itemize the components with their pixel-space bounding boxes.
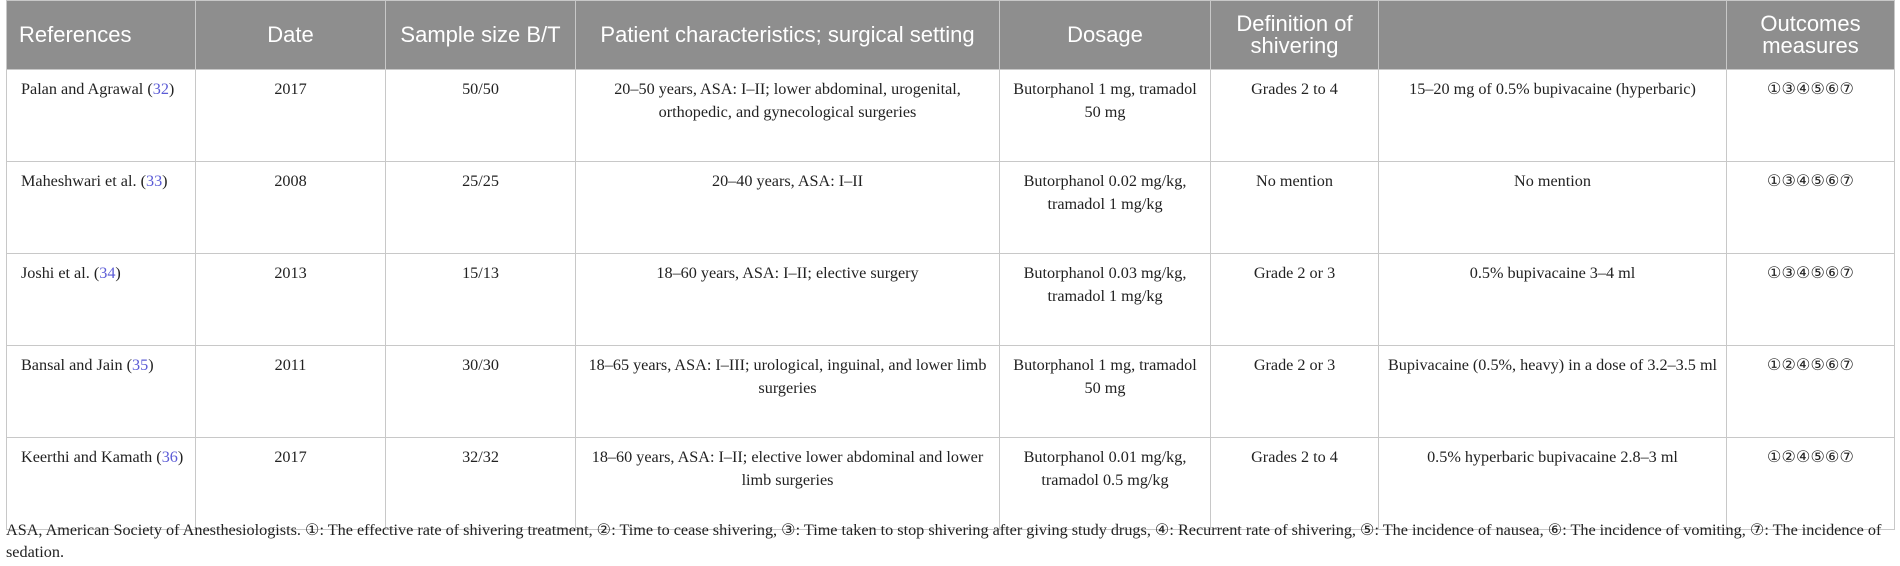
cell-reference	[7, 438, 196, 530]
cell-outcomes: ①②④⑤⑥⑦	[1727, 438, 1895, 530]
cell-sample-size: 30/30	[386, 346, 576, 438]
cell-date: 2011	[196, 346, 386, 438]
reference-link[interactable]: 34	[99, 264, 116, 282]
cell-dosage: Butorphanol 0.03 mg/kg, tramadol 1 mg/kg	[1000, 254, 1211, 346]
cell-date: 2017	[196, 438, 386, 530]
cell-sample-size: 25/25	[386, 162, 576, 254]
cell-date: 2017	[196, 70, 386, 162]
cell-sample-size: 32/32	[386, 438, 576, 530]
cell-anesthesia: 15–20 mg of 0.5% bupivacaine (hyperbaric)	[1379, 70, 1727, 162]
cell-definition: Grades 2 to 4	[1211, 438, 1379, 530]
table-row	[7, 346, 1895, 438]
header-row	[7, 1, 1895, 70]
cell-dosage: Butorphanol 0.02 mg/kg, tramadol 1 mg/kg	[1000, 162, 1211, 254]
header-dosage: Dosage	[1000, 1, 1211, 70]
cell-outcomes: ①②④⑤⑥⑦	[1727, 346, 1895, 438]
cell-outcomes: ①③④⑤⑥⑦	[1727, 70, 1895, 162]
studies-table	[6, 0, 1895, 530]
header-date: Date	[196, 1, 386, 70]
cell-patient-characteristics: 18–60 years, ASA: I–II; elective lower abdominal and lower limb surgeries	[576, 438, 1000, 530]
cell-sample-size: 15/13	[386, 254, 576, 346]
table-body	[7, 70, 1895, 530]
reference-close: )	[168, 80, 175, 98]
header-references: References	[7, 1, 196, 70]
cell-anesthesia: 0.5% hyperbaric bupivacaine 2.8–3 ml	[1379, 438, 1727, 530]
cell-reference	[7, 254, 196, 346]
cell-anesthesia: Bupivacaine (0.5%, heavy) in a dose of 3.2–3.5 ml	[1379, 346, 1727, 438]
reference-author: Joshi et al. (	[21, 264, 100, 282]
cell-definition: Grades 2 to 4	[1211, 70, 1379, 162]
table-row	[7, 254, 1895, 346]
cell-patient-characteristics: 18–60 years, ASA: I–II; elective surgery	[576, 254, 1000, 346]
cell-definition: Grade 2 or 3	[1211, 254, 1379, 346]
cell-reference	[7, 346, 196, 438]
cell-anesthesia: No mention	[1379, 162, 1727, 254]
cell-anesthesia: 0.5% bupivacaine 3–4 ml	[1379, 254, 1727, 346]
header-sample-size: Sample size B/T	[386, 1, 576, 70]
reference-close: )	[177, 448, 184, 466]
cell-outcomes: ①③④⑤⑥⑦	[1727, 254, 1895, 346]
header-outcomes-measures: Outcomes measures	[1727, 1, 1895, 70]
table-row	[7, 162, 1895, 254]
header-definition-of-shivering: Definition of shivering	[1211, 1, 1379, 70]
reference-close: )	[115, 264, 121, 282]
cell-date: 2008	[196, 162, 386, 254]
cell-dosage: Butorphanol 1 mg, tramadol 50 mg	[1000, 346, 1211, 438]
cell-reference	[7, 70, 196, 162]
header-patient-characteristics: Patient characteristics; surgical setting	[576, 1, 1000, 70]
cell-reference	[7, 162, 196, 254]
reference-close: )	[148, 356, 154, 374]
cell-dosage: Butorphanol 1 mg, tramadol 50 mg	[1000, 70, 1211, 162]
reference-close: )	[162, 172, 168, 190]
cell-outcomes: ①③④⑤⑥⑦	[1727, 162, 1895, 254]
table-footnote: ASA, American Society of Anesthesiologists. ①: The effective rate of shivering treatment, ②: Time to cease shivering, ③: Time taken to stop shivering after giving study drugs, ④: Recurrent rate of shivering, ⑤: The incidence of nausea, ⑥: The incidence of vomiting, ⑦: The incidence of sedation.	[6, 521, 1882, 561]
cell-patient-characteristics: 20–40 years, ASA: I–II	[576, 162, 1000, 254]
reference-author: Maheshwari et al. (	[21, 172, 146, 190]
reference-author: Keerthi and Kamath (	[21, 448, 162, 466]
table-header	[7, 1, 1895, 70]
cell-date: 2013	[196, 254, 386, 346]
reference-author: Bansal and Jain (	[21, 356, 133, 374]
cell-definition: No mention	[1211, 162, 1379, 254]
cell-sample-size: 50/50	[386, 70, 576, 162]
reference-link[interactable]: 35	[132, 356, 149, 374]
reference-link[interactable]: 32	[152, 80, 169, 98]
table-row	[7, 70, 1895, 162]
table-row	[7, 438, 1895, 530]
cell-definition: Grade 2 or 3	[1211, 346, 1379, 438]
reference-link[interactable]: 36	[161, 448, 178, 466]
cell-patient-characteristics: 20–50 years, ASA: I–II; lower abdominal, urogenital, orthopedic, and gynecological surgeries	[576, 70, 1000, 162]
cell-patient-characteristics: 18–65 years, ASA: I–III; urological, inguinal, and lower limb surgeries	[576, 346, 1000, 438]
header-anesthesia	[1379, 1, 1727, 70]
reference-link[interactable]: 33	[145, 172, 163, 190]
cell-dosage: Butorphanol 0.01 mg/kg, tramadol 0.5 mg/kg	[1000, 438, 1211, 530]
reference-author: Palan and Agrawal (	[21, 80, 153, 98]
